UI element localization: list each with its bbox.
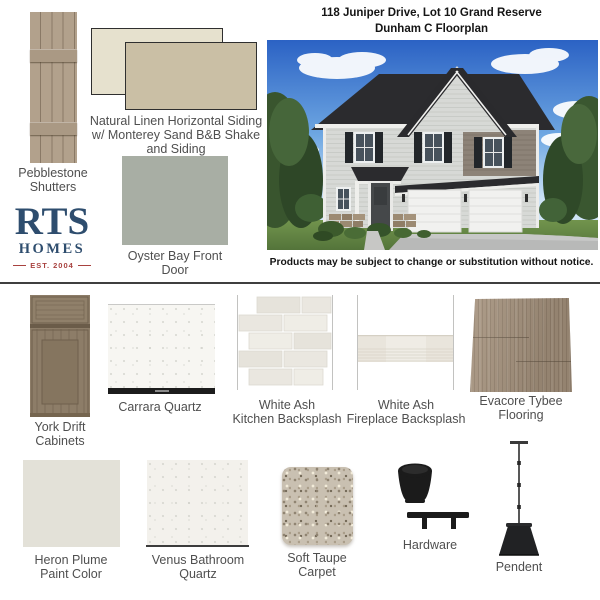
label-line: Flooring (498, 408, 544, 422)
label-line: Paint Color (40, 567, 102, 581)
label-line: Cabinets (35, 434, 85, 448)
kitchen-backsplash-sample (237, 295, 333, 390)
venus-bathroom-quartz-sample (147, 460, 248, 546)
floorplan-line: Dunham C Floorplan (374, 22, 489, 35)
bathroom-quartz-label (138, 553, 258, 581)
pendant-label (459, 560, 579, 574)
house-photo (267, 40, 598, 250)
pendant-light-icon (499, 441, 539, 555)
flooring-label (461, 394, 581, 422)
carpet-sample (282, 467, 353, 545)
paint-label (11, 553, 131, 581)
oyster-bay-door-swatch (122, 156, 228, 245)
label-line: Quartz (179, 567, 217, 581)
fireplace-backsplash-label (343, 398, 469, 426)
label-line: York Drift (34, 420, 86, 434)
front-door-label (95, 249, 255, 277)
pebblestone-shutters-sample (30, 12, 77, 163)
label-line: w/ Monterey Sand B&B Shake (91, 128, 261, 142)
slab-edge-glint (155, 390, 169, 392)
york-drift-cabinet-sample (30, 295, 90, 417)
shutter-batten (30, 49, 77, 62)
hardware-label (370, 538, 490, 552)
heron-plume-paint-swatch (23, 460, 120, 547)
carpet-label (257, 551, 377, 579)
label-line: Shutters (29, 180, 77, 194)
est-dash (78, 265, 91, 267)
label-line: Natural Linen Horizontal Siding (89, 114, 263, 128)
label-line: Fireplace Backsplash (346, 412, 466, 426)
cabinet-knob-icon (398, 464, 432, 504)
est-dash (13, 265, 26, 267)
monterey-sand-swatch (125, 42, 257, 110)
address-line: 118 Juniper Drive, Lot 10 Grand Reserve (321, 7, 542, 19)
label-line: and Siding (146, 142, 206, 156)
label-line: Carrara Quartz (118, 400, 202, 414)
shutters-label (3, 166, 103, 194)
label-line: Pendent (495, 560, 543, 574)
disclaimer: Products may be subject to change or substitution without notice. (269, 257, 594, 268)
cabinet-pull-icon (407, 512, 469, 529)
logo-established (12, 261, 92, 270)
label-line: Door (161, 263, 189, 277)
label-line: Carpet (298, 565, 336, 579)
project-title (265, 6, 598, 37)
logo-word: HOMES (18, 240, 86, 257)
section-divider (0, 282, 600, 284)
label-line: Heron Plume (34, 553, 108, 567)
shutter-batten (30, 122, 77, 135)
pendant-light-sample (489, 441, 549, 559)
logo-brand: RTS (14, 200, 90, 243)
siding-label (76, 114, 276, 156)
label-line: Hardware (402, 538, 458, 552)
label-line: Soft Taupe (287, 551, 347, 565)
rts-homes-logo (12, 200, 92, 270)
cabinets-label (10, 420, 110, 448)
label-line: Evacore Tybee (479, 394, 563, 408)
slab-edge (146, 545, 249, 547)
label-line: Venus Bathroom (151, 553, 245, 567)
label-line: Pebblestone (18, 166, 88, 180)
flooring-sample (470, 298, 572, 392)
house-rendering (267, 40, 598, 250)
est-text: EST. 2004 (30, 260, 74, 270)
label-line: Kitchen Backsplash (232, 412, 342, 426)
hardware-sample (385, 460, 475, 535)
countertop-label (100, 400, 220, 414)
label-line: White Ash (258, 398, 316, 412)
kitchen-backsplash-label (225, 398, 349, 426)
windows-upper (345, 132, 512, 168)
label-line: White Ash (377, 398, 435, 412)
label-line: Oyster Bay Front (127, 249, 223, 263)
carrara-quartz-sample (108, 304, 215, 394)
fireplace-backsplash-sample (356, 295, 455, 390)
